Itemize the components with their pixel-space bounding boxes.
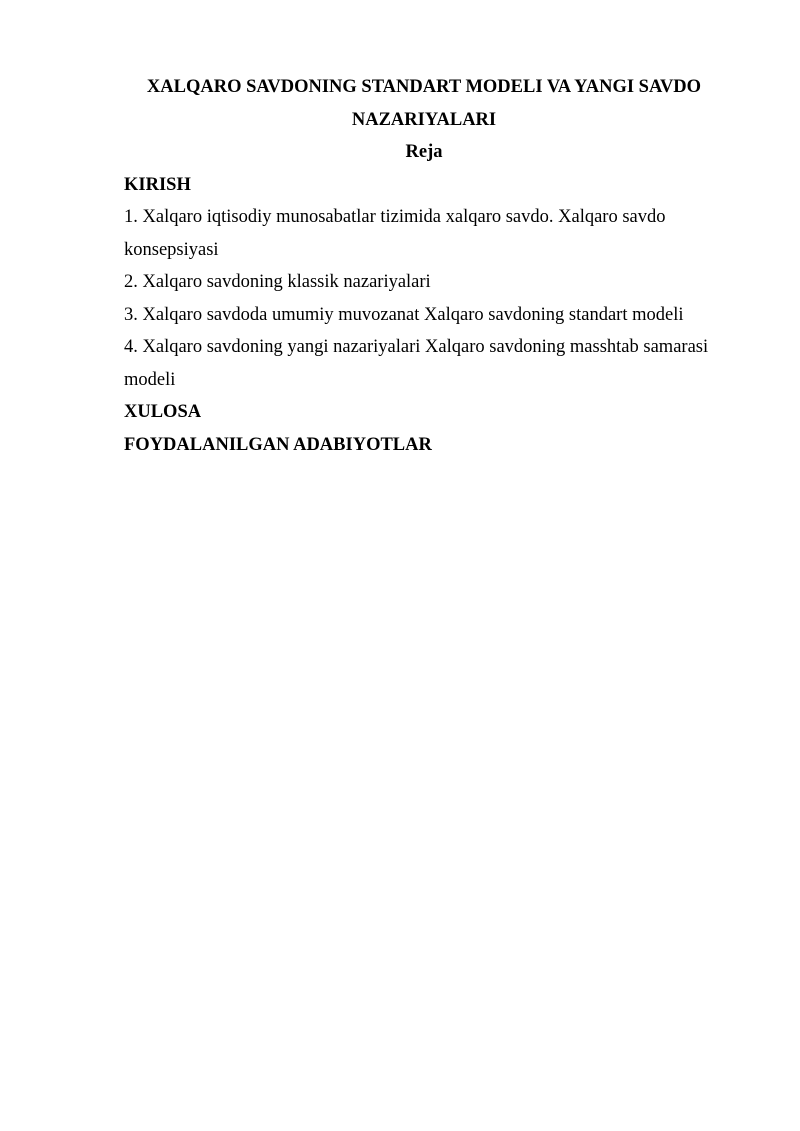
plan-heading: Reja (405, 142, 443, 162)
plan-item: 1. Xalqaro iqtisodiy munosabatlar tizimida xalqaro savdo. Xalqaro savdo konsepsiyasi (124, 207, 666, 260)
plan-item: 2. Xalqaro savdoning klassik nazariyalari (124, 272, 431, 292)
intro-heading: KIRISH (124, 174, 191, 195)
references-heading: FOYDALANILGAN ADABIYOTLAR (124, 434, 432, 455)
document-title: XALQARO SAVDONING STANDART MODELI VA YANGI SAVDO NAZARIYALARI (146, 77, 702, 130)
conclusion-heading: XULOSA (124, 402, 202, 422)
plan-content (124, 169, 728, 462)
plan-item: 3. Xalqaro savdoda umumiy muvozanat Xalqaro savdoning standart modeli (124, 304, 684, 325)
plan-item: 4. Xalqaro savdoning yangi nazariyalari Xalqaro savdoning masshtab samarasi modeli (124, 337, 709, 390)
